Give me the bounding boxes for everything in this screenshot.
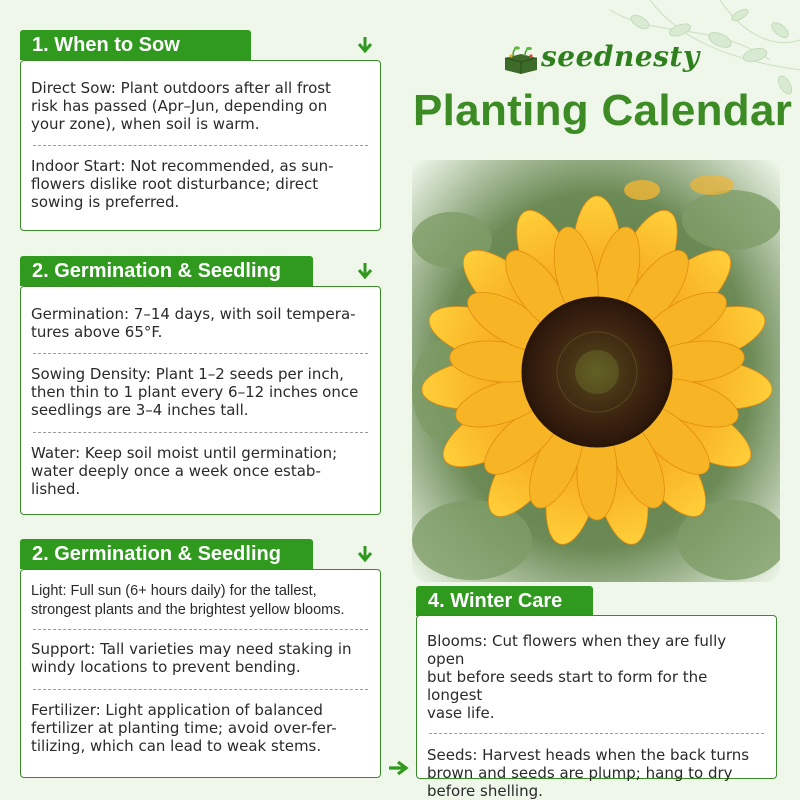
- card-winter-care: [416, 615, 777, 800]
- item-light: Light: Full sun (6+ hours daily) for the tallest, strongest plants and the brightest yellow blooms.: [31, 583, 345, 618]
- item-indoor-start: Indoor Start: Not recommended, as sun- flowers dislike root disturbance; direct sowing is preferred.: [31, 157, 334, 211]
- card-when-to-sow: [20, 60, 381, 231]
- card-germination: [20, 286, 381, 515]
- item-support: Support: Tall varieties may need staking in windy locations to prevent bending.: [31, 640, 352, 676]
- item-sowing-density: Sowing Density: Plant 1–2 seeds per inch, then thin to 1 plant every 6–12 inches once seedlings are 3–4 inches tall.: [31, 365, 359, 419]
- item-germination: Germination: 7–14 days, with soil tempera- tures above 65°F.: [31, 305, 356, 341]
- item-direct-sow: Direct Sow: Plant outdoors after all frost risk has passed (Apr–Jun, depending on your zone), when soil is warm.: [31, 79, 331, 133]
- page-title: Planting Calendar: [413, 86, 793, 135]
- card-growing: [20, 569, 381, 778]
- section-heading-germination-2: 2. Germination & Seedling: [20, 539, 313, 569]
- brand-name: seednesty: [541, 40, 700, 73]
- section-heading-germination: 2. Germination & Seedling: [20, 256, 313, 286]
- section-heading-when-to-sow: 1. When to Sow: [20, 30, 251, 60]
- item-fertilizer: Fertilizer: Light application of balanced fertilizer at planting time; avoid over-fer- tilizing, which can lead to weak stems.: [31, 701, 337, 755]
- section-heading-winter-care: 4. Winter Care: [416, 586, 593, 616]
- arrow-down-icon: [357, 262, 373, 280]
- seed-box-icon: [503, 44, 539, 74]
- arrow-down-icon: [357, 545, 373, 563]
- arrow-down-icon: [357, 36, 373, 54]
- item-seeds: Seeds: Harvest heads when the back turns brown and seeds are plump; hang to dry before shelling.: [427, 746, 750, 800]
- item-water: Water: Keep soil moist until germination; water deeply once a week once estab- lished.: [31, 444, 338, 498]
- arrow-right-icon: [388, 760, 410, 776]
- brand-logo: [503, 38, 700, 84]
- item-blooms: Blooms: Cut flowers when they are fully open but before seeds start to form for the longest vase life.: [427, 632, 727, 722]
- sunflower-photo: [412, 160, 780, 582]
